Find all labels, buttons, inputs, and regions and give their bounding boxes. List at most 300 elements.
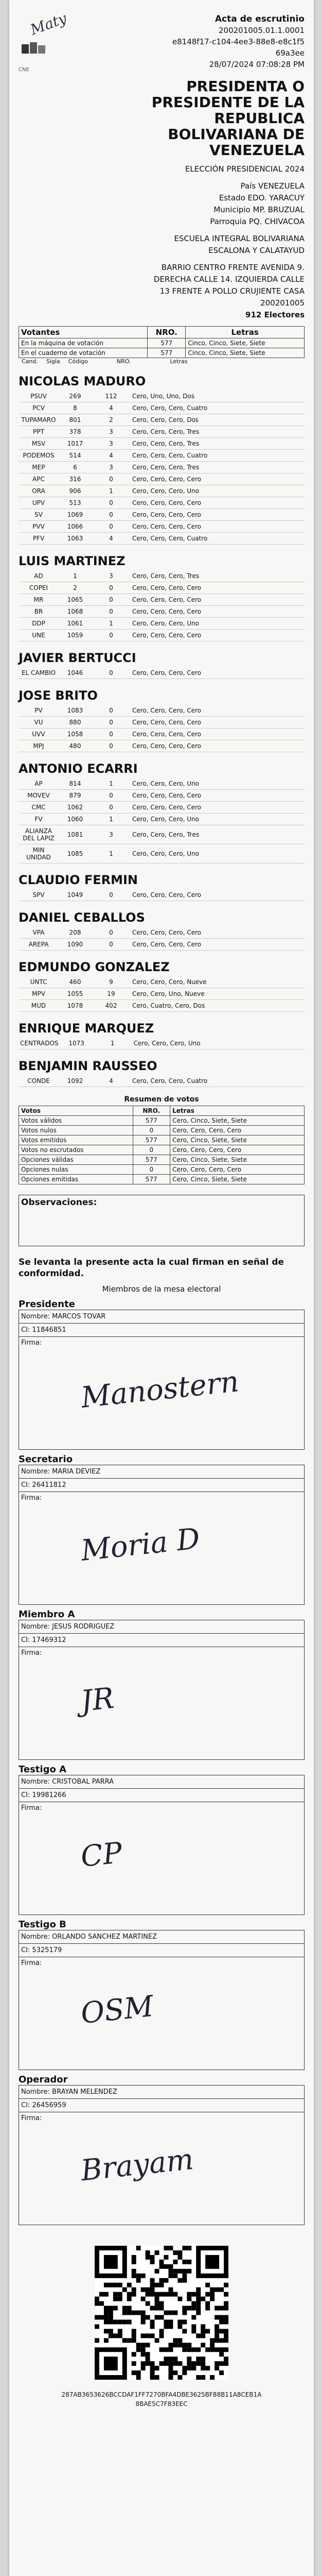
summary-letters: Letras <box>170 1106 305 1116</box>
party-letters: Cero, Cero, Cero, Cero <box>131 594 305 606</box>
summary-num: 577 <box>133 1116 170 1126</box>
party-sigla: MPJ <box>19 740 59 752</box>
summary-label: Votos <box>19 1106 133 1116</box>
summary-letters: Cero, Cero, Cero, Cero <box>170 1165 305 1175</box>
table-row <box>19 582 305 594</box>
table-row <box>19 1116 305 1126</box>
party-code: 1068 <box>59 606 92 618</box>
summary-num: 577 <box>133 1136 170 1145</box>
party-letters: Cero, Cero, Cero, Cero <box>131 728 305 740</box>
party-letters: Cero, Cero, Cero, Cero <box>131 509 305 521</box>
summary-letters: Cero, Cinco, Siete, Siete <box>170 1175 305 1184</box>
party-sigla: TUPAMARO <box>19 414 59 426</box>
candidate-block <box>19 688 305 752</box>
member-box <box>19 1465 305 1605</box>
party-letters: Cero, Cero, Cero, Nueve <box>131 976 305 988</box>
member-name: Nombre: ORLANDO SANCHEZ MARTINEZ <box>19 1930 304 1944</box>
summary-label: Votos no escrutados <box>19 1145 133 1155</box>
party-letters: Cero, Cero, Cero, Cero <box>131 927 305 939</box>
party-letters: Cero, Cero, Cero, Uno <box>131 844 305 863</box>
table-row <box>19 1000 305 1012</box>
table-row <box>19 825 305 844</box>
table-row <box>19 1126 305 1136</box>
country: País VENEZUELA <box>240 181 305 191</box>
party-votes: 0 <box>92 889 131 901</box>
party-letters: Cero, Cero, Cero, Cero <box>131 802 305 814</box>
party-code: 880 <box>59 717 92 728</box>
party-letters: Cero, Cero, Cero, Cero <box>131 705 305 717</box>
party-code: 269 <box>59 391 92 402</box>
candidate-name: EDMUNDO GONZALEZ <box>19 960 170 974</box>
summary-letters: Cero, Cero, Cero, Cero <box>170 1126 305 1136</box>
party-letters: Cero, Uno, Uno, Dos <box>131 391 305 402</box>
party-sigla: AREPA <box>19 939 59 951</box>
member-name: Nombre: BRAYAN MELENDEZ <box>19 2086 304 2099</box>
party-table <box>19 705 305 752</box>
subheader: Cand. <box>22 358 38 365</box>
table-row <box>19 1038 305 1049</box>
party-code: 1060 <box>59 814 92 825</box>
member-name: Nombre: JESUS RODRIGUEZ <box>19 1620 304 1634</box>
table-row <box>19 927 305 939</box>
party-votes: 1 <box>92 844 131 863</box>
party-sigla: UPV <box>19 497 59 509</box>
electors: 912 Electores <box>245 310 305 319</box>
party-sigla: MEP <box>19 462 59 473</box>
table-row <box>19 497 305 509</box>
acta-number: 200201005.01.1.0001 <box>219 26 305 35</box>
candidate-block <box>19 1059 305 1087</box>
party-votes: 4 <box>92 533 131 545</box>
logo-text: CNE <box>19 67 29 73</box>
voters-table <box>19 326 305 358</box>
candidate-block <box>19 1021 305 1049</box>
party-sigla: ORA <box>19 485 59 497</box>
party-letters: Cero, Cero, Cero, Uno <box>132 1038 305 1049</box>
member-role: Testigo B <box>19 1919 66 1930</box>
member-role: Secretario <box>19 1454 73 1465</box>
party-code: 1092 <box>59 1075 92 1087</box>
member-role: Testigo A <box>19 1764 67 1775</box>
table-row <box>19 790 305 802</box>
party-sigla: VU <box>19 717 59 728</box>
table-row <box>19 939 305 951</box>
table-row <box>19 988 305 1000</box>
member-ci: CI: 17469312 <box>19 1634 304 1647</box>
summary-letters: Cero, Cinco, Siete, Siete <box>170 1136 305 1145</box>
table-row <box>19 1136 305 1145</box>
candidate-block <box>19 910 305 951</box>
subheader: Letras <box>170 358 188 365</box>
party-table <box>19 1075 305 1087</box>
party-votes: 0 <box>92 582 131 594</box>
party-code: 316 <box>59 473 92 485</box>
party-votes: 0 <box>92 728 131 740</box>
state: Estado EDO. YARACUY <box>219 193 305 202</box>
table-row <box>19 814 305 825</box>
party-letters: Cero, Cero, Cero, Cero <box>131 889 305 901</box>
party-votes: 0 <box>92 509 131 521</box>
summary-letters: Cero, Cero, Cero, Cero <box>170 1145 305 1155</box>
party-sigla: MPV <box>19 988 59 1000</box>
table-row <box>19 606 305 618</box>
table-row <box>19 889 305 901</box>
party-code: 1049 <box>59 889 92 901</box>
member-name: Nombre: MARIA DEVIEZ <box>19 1465 304 1479</box>
table-row <box>19 705 305 717</box>
party-letters: Cero, Cero, Cero, Cero <box>131 582 305 594</box>
party-code: 1081 <box>59 825 92 844</box>
table-row <box>19 1175 305 1184</box>
party-letters: Cero, Cero, Cero, Cuatro <box>131 402 305 414</box>
party-code: 514 <box>59 450 92 462</box>
table-row <box>19 509 305 521</box>
party-votes: 0 <box>92 740 131 752</box>
center-code: 200201005 <box>260 298 305 308</box>
table-row <box>19 1155 305 1165</box>
party-votes: 9 <box>92 976 131 988</box>
candidate-block <box>19 761 305 863</box>
party-code: 1017 <box>59 438 92 450</box>
summary-label: Opciones válidas <box>19 1155 133 1165</box>
candidate-name: ENRIQUE MARQUEZ <box>19 1021 154 1036</box>
table-row <box>19 1075 305 1087</box>
cne-logo <box>19 39 80 75</box>
signature-area <box>19 2112 304 2225</box>
member-box <box>19 1930 305 2070</box>
party-sigla: AP <box>19 778 59 790</box>
party-code: 1062 <box>59 802 92 814</box>
party-code: 1055 <box>59 988 92 1000</box>
party-votes: 112 <box>92 391 131 402</box>
summary-num: 0 <box>133 1165 170 1175</box>
party-sigla: BR <box>19 606 59 618</box>
acta-paper <box>9 0 314 2576</box>
handwritten-signature: Moria D <box>79 1522 202 1568</box>
party-code: 801 <box>59 414 92 426</box>
party-votes: 1 <box>92 618 131 630</box>
party-sigla: CMC <box>19 802 59 814</box>
signature-area <box>19 1337 304 1449</box>
subheader: Sigla <box>46 358 60 365</box>
voters-num: 577 <box>148 348 186 358</box>
party-sigla: SPV <box>19 889 59 901</box>
party-votes: 0 <box>92 630 131 641</box>
summary-title: Resumen de votos <box>124 1095 199 1104</box>
school: ESCUELA INTEGRAL BOLIVARIANA ESCALONA Y CALATAYUD <box>174 234 305 255</box>
voters-header: Votantes <box>19 327 148 338</box>
table-row <box>19 717 305 728</box>
party-votes: 4 <box>92 402 131 414</box>
party-votes: 0 <box>92 497 131 509</box>
table-row <box>19 630 305 641</box>
page-title: PRESIDENTA O PRESIDENTE DE LA REPUBLICA BOLIVARIANA DE VENEZUELA <box>151 78 305 159</box>
party-sigla: CONDE <box>19 1075 59 1087</box>
party-code: 1 <box>59 570 92 582</box>
candidate-name: NICOLAS MADURO <box>19 374 146 388</box>
table-row <box>19 391 305 402</box>
party-letters: Cero, Cero, Cero, Cero <box>131 497 305 509</box>
party-votes: 3 <box>92 462 131 473</box>
party-votes: 0 <box>92 667 131 679</box>
party-letters: Cero, Cero, Cero, Tres <box>131 825 305 844</box>
table-row <box>19 1165 305 1175</box>
voters-header: Letras <box>186 327 305 338</box>
observations-box <box>19 1195 305 1246</box>
party-votes: 0 <box>92 521 131 533</box>
party-sigla: PV <box>19 705 59 717</box>
table-row <box>19 426 305 438</box>
party-votes: 4 <box>92 1075 131 1087</box>
party-sigla: MOVEV <box>19 790 59 802</box>
party-votes: 3 <box>92 825 131 844</box>
acta-datetime: 28/07/2024 07:08:28 PM <box>209 60 305 69</box>
party-votes: 0 <box>92 790 131 802</box>
party-sigla: MSV <box>19 438 59 450</box>
party-letters: Cero, Cero, Cero, Cero <box>131 939 305 951</box>
party-sigla: EL CAMBIO <box>19 667 59 679</box>
party-letters: Cero, Cero, Cero, Cero <box>131 630 305 641</box>
party-sigla: MR <box>19 594 59 606</box>
party-sigla: AD <box>19 570 59 582</box>
member-ci: CI: 26411812 <box>19 1479 304 1492</box>
party-code: 1083 <box>59 705 92 717</box>
candidate-block <box>19 374 305 545</box>
member-name: Nombre: CRISTOBAL PARRA <box>19 1775 304 1789</box>
members-list <box>19 1299 305 2225</box>
summary-label: Opciones nulas <box>19 1165 133 1175</box>
qr-code <box>95 2246 228 2380</box>
party-sigla: PSUV <box>19 391 59 402</box>
signature-area <box>19 1802 304 1914</box>
party-table <box>19 927 305 951</box>
table-row <box>19 473 305 485</box>
firma-label: Firma: <box>21 2114 42 2122</box>
member-role: Operador <box>19 2074 68 2085</box>
firma-label: Firma: <box>21 1649 42 1657</box>
candidate-name: LUIS MARTINEZ <box>19 554 126 568</box>
firma-label: Firma: <box>21 1959 42 1967</box>
table-row <box>19 450 305 462</box>
party-letters: Cero, Cero, Uno, Nueve <box>131 988 305 1000</box>
party-letters: Cero, Cero, Cero, Cuatro <box>131 1075 305 1087</box>
table-row <box>19 844 305 863</box>
firma-label: Firma: <box>21 1804 42 1812</box>
party-sigla: UNE <box>19 630 59 641</box>
table-row <box>19 740 305 752</box>
party-code: 1058 <box>59 728 92 740</box>
party-letters: Cero, Cero, Cero, Cero <box>131 606 305 618</box>
voters-label: En la máquina de votación <box>19 338 148 348</box>
party-votes: 0 <box>92 717 131 728</box>
summary-label: Votos válidos <box>19 1116 133 1126</box>
party-letters: Cero, Cero, Cero, Tres <box>131 462 305 473</box>
party-code: 1069 <box>59 509 92 521</box>
party-code: 378 <box>59 426 92 438</box>
party-votes: 0 <box>92 594 131 606</box>
member-box <box>19 1620 305 1760</box>
handwritten-note: Maty <box>28 9 69 39</box>
party-votes: 0 <box>92 802 131 814</box>
member-role: Presidente <box>19 1299 75 1310</box>
voters-num: 577 <box>148 338 186 348</box>
party-code: 1061 <box>59 618 92 630</box>
candidate-name: JOSE BRITO <box>19 688 98 703</box>
party-votes: 1 <box>92 485 131 497</box>
party-votes: 0 <box>92 606 131 618</box>
members-title: Miembros de la mesa electoral <box>102 1284 221 1294</box>
party-table <box>19 667 305 679</box>
party-code: 480 <box>59 740 92 752</box>
party-code: 1073 <box>60 1038 93 1049</box>
party-letters: Cero, Cero, Cero, Dos <box>131 414 305 426</box>
party-code: 1090 <box>59 939 92 951</box>
signature-area <box>19 1492 304 1604</box>
acta-hash: e8148f17-c104-4ee3-88e8-e8c1f569a3ee <box>172 37 305 58</box>
table-row <box>19 570 305 582</box>
candidate-name: JAVIER BERTUCCI <box>19 651 136 665</box>
party-code: 879 <box>59 790 92 802</box>
party-table <box>19 1038 305 1049</box>
party-sigla: PPT <box>19 426 59 438</box>
summary-section <box>19 1095 305 1184</box>
party-sigla: PCV <box>19 402 59 414</box>
party-sigla: VPA <box>19 927 59 939</box>
party-code: 1066 <box>59 521 92 533</box>
notice-text: Se levanta la presente acta la cual firman en señal de conformidad. <box>19 1257 284 1279</box>
candidate-block <box>19 960 305 1012</box>
party-votes: 1 <box>92 814 131 825</box>
party-table <box>19 889 305 901</box>
signature-area <box>19 1957 304 2070</box>
party-letters: Cero, Cero, Cero, Tres <box>131 570 305 582</box>
party-letters: Cero, Cero, Cero, Cuatro <box>131 533 305 545</box>
voters-letters: Cinco, Cinco, Siete, Siete <box>186 348 305 358</box>
member-box <box>19 1775 305 1915</box>
party-sigla: UVV <box>19 728 59 740</box>
party-votes: 3 <box>92 570 131 582</box>
member-ci: CI: 19981266 <box>19 1789 304 1802</box>
party-code: 1065 <box>59 594 92 606</box>
party-code: 460 <box>59 976 92 988</box>
table-row <box>19 414 305 426</box>
party-votes: 0 <box>92 927 131 939</box>
party-code: 6 <box>59 462 92 473</box>
acta-title: Acta de escrutinio <box>215 14 305 24</box>
handwritten-signature: Brayam <box>79 2142 195 2188</box>
parish: Parroquia PQ. CHIVACOA <box>210 217 305 226</box>
member-ci: CI: 11846851 <box>19 1324 304 1337</box>
party-code: 1046 <box>59 667 92 679</box>
party-votes: 0 <box>92 473 131 485</box>
party-code: 8 <box>59 402 92 414</box>
summary-num: 577 <box>133 1175 170 1184</box>
candidates-subheader <box>19 358 305 365</box>
summary-num: NRO. <box>133 1106 170 1116</box>
party-table <box>19 391 305 545</box>
party-sigla: COPEI <box>19 582 59 594</box>
party-letters: Cero, Cero, Cero, Cero <box>131 790 305 802</box>
summary-label: Votos nulos <box>19 1126 133 1136</box>
party-sigla: DDP <box>19 618 59 630</box>
party-sigla: FV <box>19 814 59 825</box>
table-row <box>19 485 305 497</box>
party-votes: 1 <box>93 1038 132 1049</box>
party-code: 208 <box>59 927 92 939</box>
summary-label: Votos emitidos <box>19 1136 133 1145</box>
candidate-name: DANIEL CEBALLOS <box>19 910 145 925</box>
party-code: 1078 <box>59 1000 92 1012</box>
party-letters: Cero, Cero, Cero, Cero <box>131 473 305 485</box>
party-letters: Cero, Cero, Cero, Uno <box>131 814 305 825</box>
party-sigla: ALIANZA DEL LAPIZ <box>19 825 59 844</box>
table-row <box>19 802 305 814</box>
party-votes: 19 <box>92 988 131 1000</box>
party-letters: Cero, Cero, Cero, Uno <box>131 485 305 497</box>
party-sigla: PVV <box>19 521 59 533</box>
table-row <box>19 533 305 545</box>
party-sigla: MUD <box>19 1000 59 1012</box>
handwritten-signature: CP <box>79 1836 124 1874</box>
party-letters: Cero, Cero, Cero, Cero <box>131 521 305 533</box>
table-row <box>19 667 305 679</box>
party-sigla: PFV <box>19 533 59 545</box>
party-letters: Cero, Cero, Cero, Uno <box>131 618 305 630</box>
party-letters: Cero, Cero, Cero, Uno <box>131 778 305 790</box>
summary-num: 0 <box>133 1145 170 1155</box>
party-votes: 3 <box>92 426 131 438</box>
summary-table <box>19 1106 305 1184</box>
voters-letters: Cinco, Cinco, Siete, Siete <box>186 338 305 348</box>
address: BARRIO CENTRO FRENTE AVENIDA 9. DERECHA CALLE 14. IZQUIERDA CALLE 13 FRENTE A POLLO CRUJIENTE CASA <box>153 263 305 296</box>
summary-label: Opciones emitidas <box>19 1175 133 1184</box>
party-votes: 402 <box>92 1000 131 1012</box>
party-votes: 0 <box>92 705 131 717</box>
member-box <box>19 1310 305 1450</box>
table-row <box>19 594 305 606</box>
party-code: 513 <box>59 497 92 509</box>
party-votes: 0 <box>92 939 131 951</box>
member-ci: CI: 26456959 <box>19 2099 304 2112</box>
party-sigla: CENTRADOS <box>19 1038 60 1049</box>
party-code: 1063 <box>59 533 92 545</box>
election-name: ELECCIÓN PRESIDENCIAL 2024 <box>185 164 305 174</box>
party-votes: 3 <box>92 438 131 450</box>
table-row <box>19 462 305 473</box>
party-letters: Cero, Cero, Cero, Cero <box>131 740 305 752</box>
subheader: NRO. <box>116 358 131 365</box>
table-row <box>19 521 305 533</box>
handwritten-signature: JR <box>79 1681 116 1719</box>
handwritten-signature: OSM <box>79 1989 155 2031</box>
candidate-name: CLAUDIO FERMIN <box>19 873 138 887</box>
party-letters: Cero, Cero, Cero, Cero <box>131 667 305 679</box>
signature-area <box>19 1647 304 1759</box>
party-code: 1059 <box>59 630 92 641</box>
table-row <box>19 778 305 790</box>
table-row <box>19 402 305 414</box>
observations-label: Observaciones: <box>21 1197 97 1208</box>
table-row <box>19 438 305 450</box>
voters-header: NRO. <box>148 327 186 338</box>
member-role: Miembro A <box>19 1609 75 1620</box>
party-code: 814 <box>59 778 92 790</box>
party-sigla: UNTC <box>19 976 59 988</box>
party-votes: 4 <box>92 450 131 462</box>
member-box <box>19 2085 305 2225</box>
party-table <box>19 976 305 1012</box>
firma-label: Firma: <box>21 1339 42 1347</box>
